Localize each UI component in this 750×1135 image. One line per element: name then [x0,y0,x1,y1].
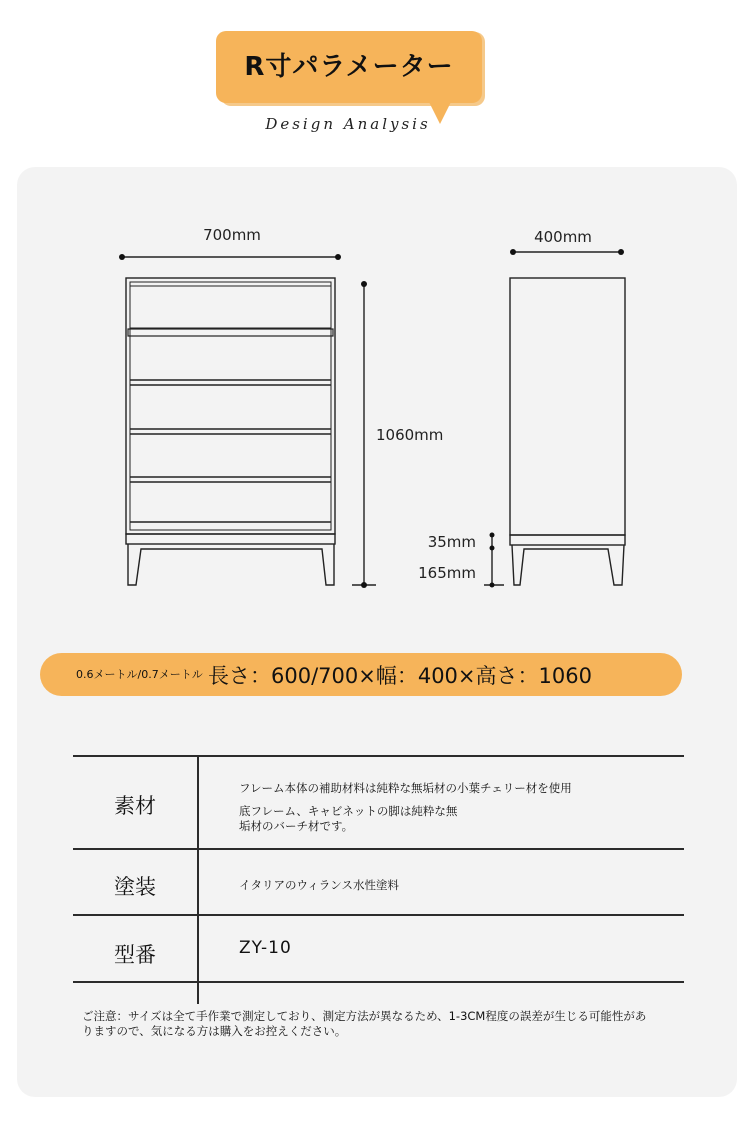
drawer-lip [128,329,333,336]
spec-model-value: ZY-10 [239,938,292,958]
table-divider [73,848,684,850]
leg-height-label: 165mm [418,564,476,582]
side-base [510,535,625,545]
depth-label: 400mm [534,228,592,246]
width-label: 700mm [203,226,261,244]
spec-material-line1: フレーム本体の補助材料は純粋な無垢材の小葉チェリー材を使用 [239,781,572,795]
table-column-divider [197,756,199,1004]
table-divider [73,981,684,983]
spec-finish-value: イタリアのウィランス水性塗料 [239,878,399,892]
spec-label-material: 素材 [114,794,156,818]
size-bar-main-text: 長さ：600/700×幅：400×高さ：1060 [208,664,592,688]
base-height-label: 35mm [427,533,476,551]
spec-material-line2: 底フレーム、キャビネットの脚は純粋な無 [239,804,458,818]
front-base [126,534,335,544]
front-legs [128,544,334,585]
table-divider [73,914,684,916]
disclaimer-line1: ご注意：サイズは全て手作業で測定しており、測定方法が異なるため、1-3CM程度の誤差が生じる可能性があ [82,1009,647,1023]
disclaimer-line2: りますので、気になる方は購入をお控えください。 [82,1024,347,1038]
spec-label-model: 型番 [114,943,156,967]
size-bar-small-text: 0.6メートル/0.7メートル [76,668,203,681]
spec-label-finish: 塗装 [114,875,156,899]
height-label: 1060mm [376,426,444,444]
page-title: R寸パラメーター [244,52,454,82]
disclaimer-note [82,1009,682,1039]
side-legs [512,545,624,585]
page-subtitle: Design Analysis [265,115,431,133]
dimension-drawing [17,167,737,627]
side-cabinet-outline [510,278,625,535]
spec-material-line3: 垢材のバーチ材です。 [239,819,354,833]
front-cabinet-outline [126,278,335,534]
table-divider [73,755,684,757]
drawer-top [130,286,331,328]
